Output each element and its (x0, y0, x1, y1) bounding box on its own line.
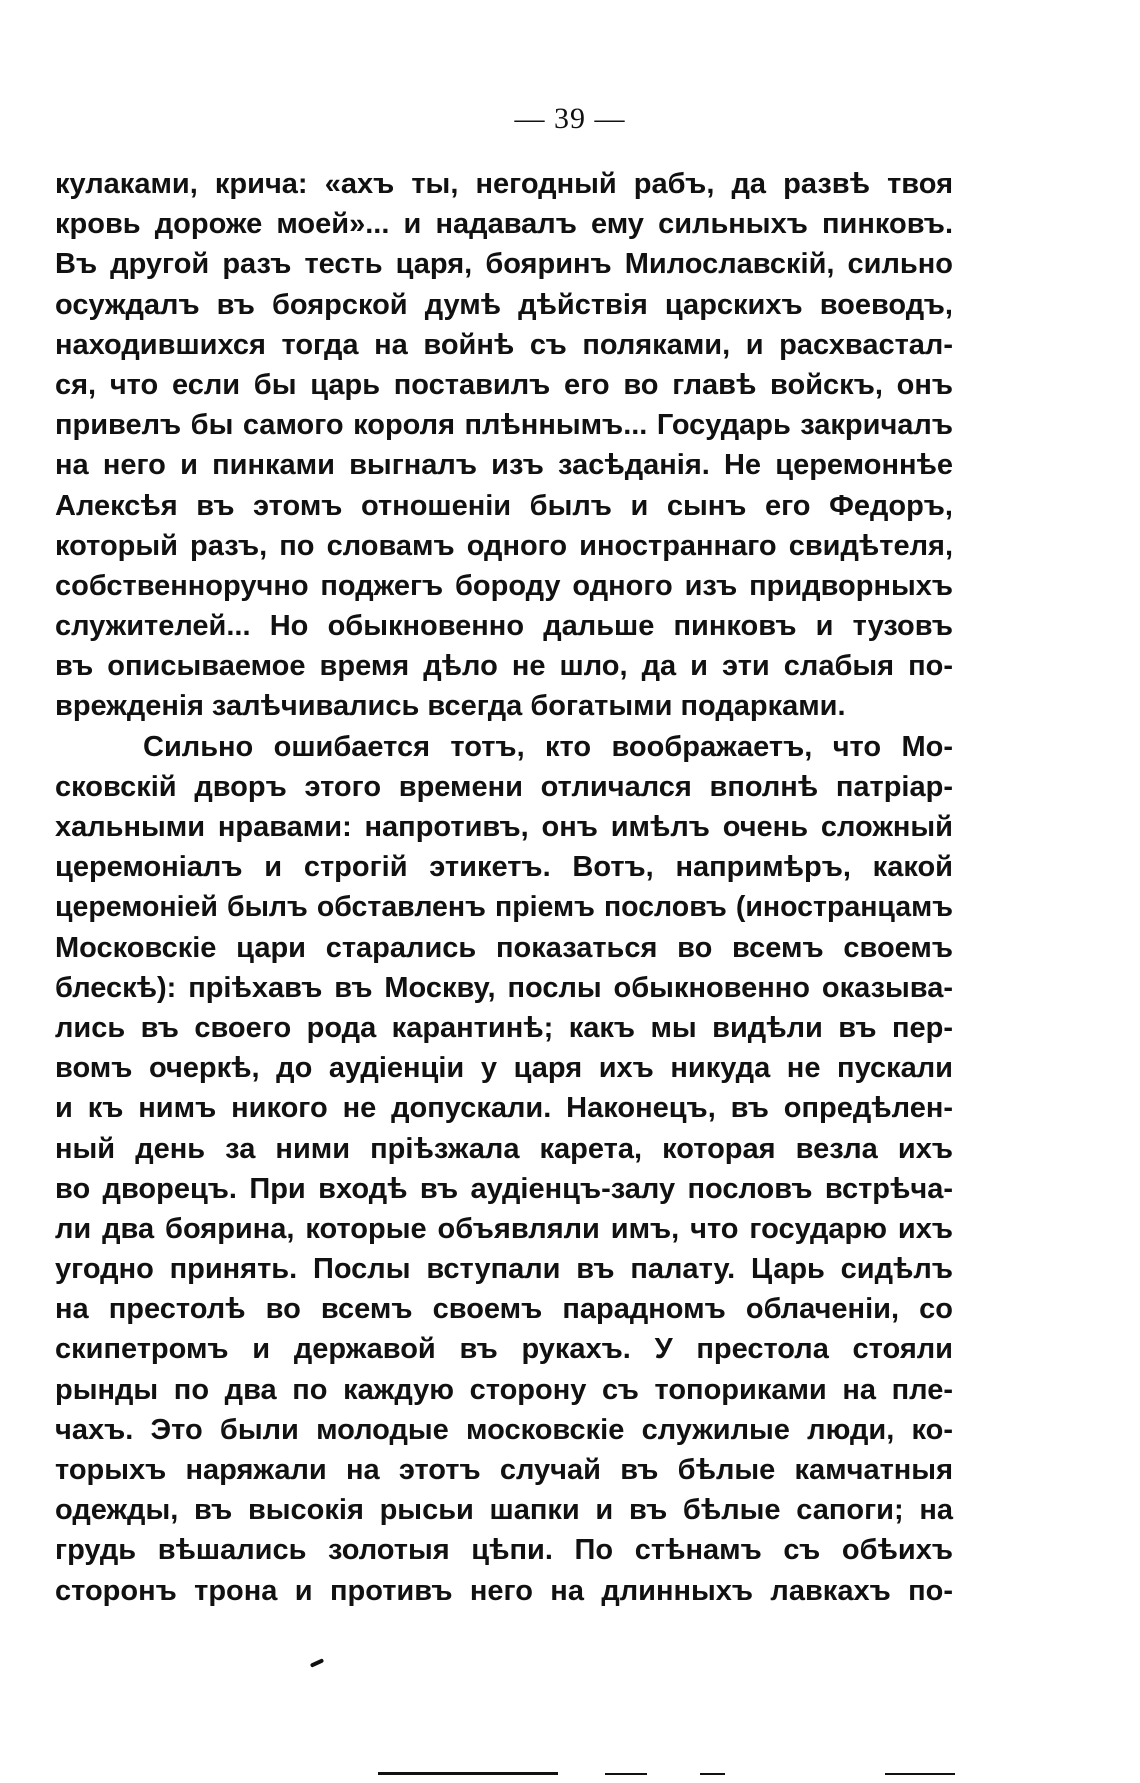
text-line: торыхъ наряжали на этотъ случай въ бѣлые камчатныя (55, 1454, 953, 1486)
text-line: грудь вѣшались золотыя цѣпи. По стѣнамъ съ обѣихъ (55, 1534, 953, 1567)
text-line: угодно принять. Послы вступали въ палату. Царь сидѣлъ (55, 1253, 953, 1286)
text-line: сторонъ трона и противъ него на длинныхъ лавкахъ по- (55, 1574, 953, 1607)
text-line: на него и пинками выгналъ изъ засѣданія. Не церемоннѣе (55, 449, 953, 482)
page-number: — 39 — (514, 102, 626, 135)
text-line: вомъ очеркѣ, до аудіенціи у царя ихъ никуда не пускали (55, 1052, 953, 1085)
text-line: Въ другой разъ тесть царя, бояринъ Милославскій, сильно (55, 248, 953, 281)
footer-rule (378, 1772, 558, 1775)
text-line: служителей... Но обыкновенно дальше пинковъ и тузовъ (55, 610, 953, 643)
paragraph-1 (55, 164, 953, 727)
text-line: въ описываемое время дѣло не шло, да и эти слабыя по- (55, 650, 953, 683)
text-line: блескѣ): пріѣхавъ въ Москву, послы обыкновенно оказыва- (55, 971, 953, 1004)
text-line: ся, что если бы царь поставилъ его во главѣ войскъ, онъ (55, 368, 953, 401)
text-line: одежды, въ высокія рысьи шапки и въ бѣлые сапоги; на (55, 1494, 953, 1527)
text-line: ли два боярина, которые объявляли имъ, что государю ихъ (55, 1212, 953, 1245)
text-line: чахъ. Это были молодые московскіе служилые люди, ко- (55, 1413, 953, 1446)
footer-rule (700, 1773, 725, 1775)
body-text (55, 164, 953, 1611)
text-line: Сильно ошибается тотъ, кто воображаетъ, что Мо- (143, 730, 953, 763)
ink-smudge (310, 1658, 324, 1668)
text-line: и къ нимъ никого не допускали. Наконецъ, въ опредѣлен- (55, 1092, 953, 1125)
footer-rule (605, 1773, 647, 1775)
text-line: врежденія залѣчивались всегда богатыми подарками. (55, 690, 846, 723)
text-line: осуждалъ въ боярской думѣ дѣйствія царскихъ воеводъ, (55, 288, 953, 321)
text-line: сковскій дворъ этого времени отличался вполнѣ патріар- (55, 770, 953, 803)
text-line: кулаками, крича: «ахъ ты, негодный рабъ, да развѣ твоя (55, 168, 953, 200)
text-line: ный день за ними пріѣзжала карета, которая везла ихъ (55, 1132, 953, 1165)
text-line: находившихся тогда на войнѣ съ поляками, и расхвастал- (55, 328, 953, 361)
text-line: собственноручно поджегъ бороду одного изъ придворныхъ (55, 569, 953, 602)
footer-rule (885, 1773, 955, 1775)
text-line: скипетромъ и державой въ рукахъ. У престола стояли (55, 1333, 953, 1366)
text-line: церемоніалъ и строгій этикетъ. Вотъ, напримѣръ, какой (55, 851, 953, 884)
text-line: Московскіе цари старались показаться во всемъ своемъ (55, 931, 953, 964)
text-line: кровь дороже моей»... и надавалъ ему сильныхъ пинковъ. (55, 208, 953, 241)
text-line: на престолѣ во всемъ своемъ парадномъ облаченіи, со (55, 1293, 953, 1326)
text-line: рынды по два по каждую сторону съ топориками на пле- (55, 1373, 953, 1406)
text-line: Алексѣя въ этомъ отношеніи былъ и сынъ его Федоръ, (55, 489, 953, 522)
text-line: хальными нравами: напротивъ, онъ имѣлъ очень сложный (55, 811, 953, 843)
text-line: церемоніей былъ обставленъ пріемъ пословъ (иностранцамъ (55, 891, 953, 924)
paragraph-2 (55, 727, 953, 1611)
text-line: лись въ своего рода карантинѣ; какъ мы видѣли въ пер- (55, 1011, 953, 1044)
text-line: во дворецъ. При входѣ въ аудіенцъ-залу пословъ встрѣча- (55, 1172, 953, 1205)
text-line: привелъ бы самого короля плѣннымъ... Государь закричалъ (55, 409, 953, 442)
text-line: который разъ, по словамъ одного иностраннаго свидѣтеля, (55, 529, 953, 562)
